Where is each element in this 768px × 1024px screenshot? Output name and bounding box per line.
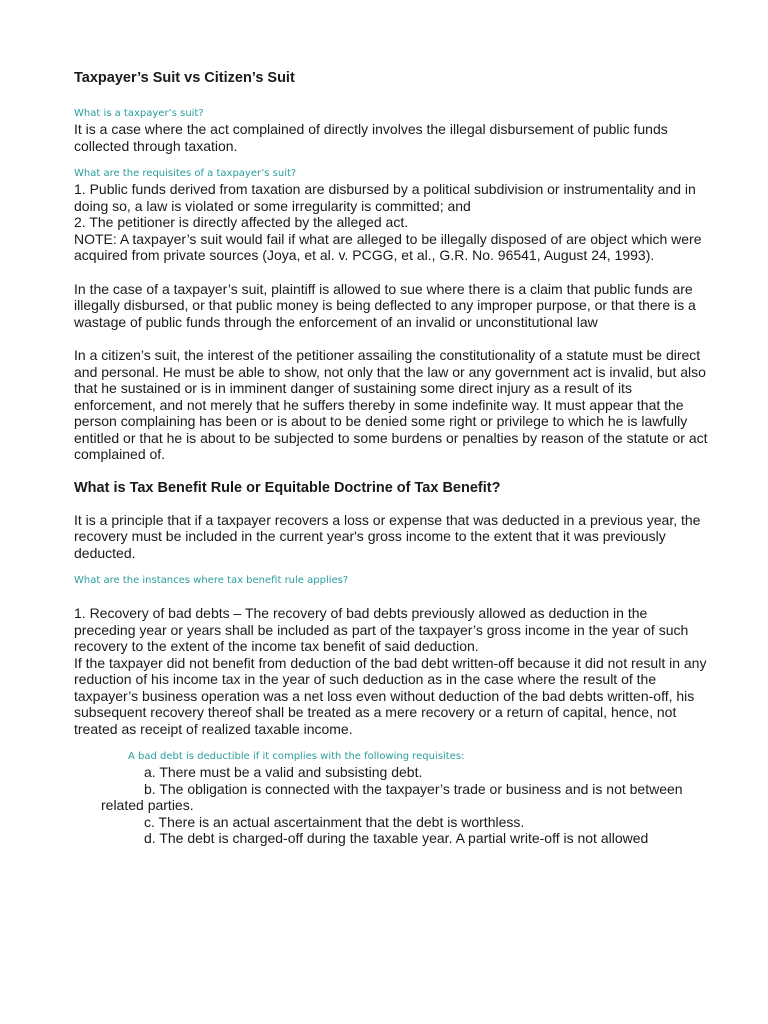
tax-benefit-heading: What is Tax Benefit Rule or Equitable Doctrine of Tax Benefit? [74,479,501,496]
bad-debt-requisite-c: c. There is an actual ascertainment that the debt is worthless. [144,813,525,830]
document-title: Taxpayer’s Suit vs Citizen’s Suit [74,70,295,86]
answer-taxpayer-suit: It is a case where the act complained of directly involves the illegal disbursement of public funds collected through taxation. [74,121,668,154]
question-requisites: What are the requisites of a taxpayer’s suit? [74,168,297,179]
question-instances: What are the instances where tax benefit rule applies? [74,575,349,586]
citizen-suit-paragraph: In a citizen’s suit, the interest of the petitioner assailing the constitutionality of a statute must be direct and personal. He must be able to show, not only that the law or any government act is invalid, but also that he sustained or is in imminent danger of sustaining some direct injury as a result of its enforcement, and not merely that he suffers thereby in some indefinite way. It must appear that the person complaining has been or is about to be denied some right or privilege to which he is lawfully entitled or that he is about to be subjected to some burdens or penalties by reason of the statute or act complained of. [74,347,708,462]
bad-debt-requisite-d: d. The debt is charged-off during the taxable year. A partial write-off is not allowed [144,830,649,846]
taxpayer-suit-paragraph: In the case of a taxpayer’s suit, plaintiff is allowed to sue where there is a claim that public funds are illegally disbursed, or that public money is being deflected to any improper purpose, or that there is a wastage of public funds through the enforcement of an invalid or unconstitutional law [74,280,696,330]
bad-debt-requisite-b: b. The obligation is connected with the taxpayer’s trade or business and is not between related parties. [101,780,683,813]
instance-1-recovery-bad-debts: 1. Recovery of bad debts – The recovery of bad debts previously allowed as deduction in the preceding year or years shall be included as part of the taxpayer’s gross income in the year of such recovery to the extent of the income tax benefit of said deduction. [74,605,689,654]
tax-benefit-definition: It is a principle that if a taxpayer recovers a loss or expense that was deducted in a previous year, the recovery must be included in the current year's gross income to the extent that it was previously deducted. [74,511,701,561]
bad-debt-requisites-heading: A bad debt is deductible if it complies with the following requisites: [128,751,465,762]
requisite-1: 1. Public funds derived from taxation are disbursed by a political subdivision or instrumentality and in doing so, a law is violated or some irregularity is committed; and [74,181,696,214]
bad-debt-requisite-a: a. There must be a valid and subsisting debt. [144,764,423,780]
note-paragraph: NOTE: A taxpayer’s suit would fail if what are alleged to be illegally disposed of are object which were acquired from private sources (Joya, et al. v. PCGG, et al., G.R. No. 96541, August 24, 1993). [74,230,702,263]
requisite-2: 2. The petitioner is directly affected by the alleged act. [74,214,409,230]
instance-1-continuation: If the taxpayer did not benefit from deduction of the bad debt written-off because it did not result in any reduction of his income tax in the year of such deduction as in the case where the result of the taxpayer’s business operation was a net loss even without deduction of the bad debts written-off, his subsequent recovery thereof shall be treated as a mere recovery or a return of capital, hence, not treated as receipt of realized taxable income. [74,654,707,737]
bad-debt-requisites [74,749,708,847]
question-taxpayer-suit: What is a taxpayer’s suit? [74,108,204,119]
